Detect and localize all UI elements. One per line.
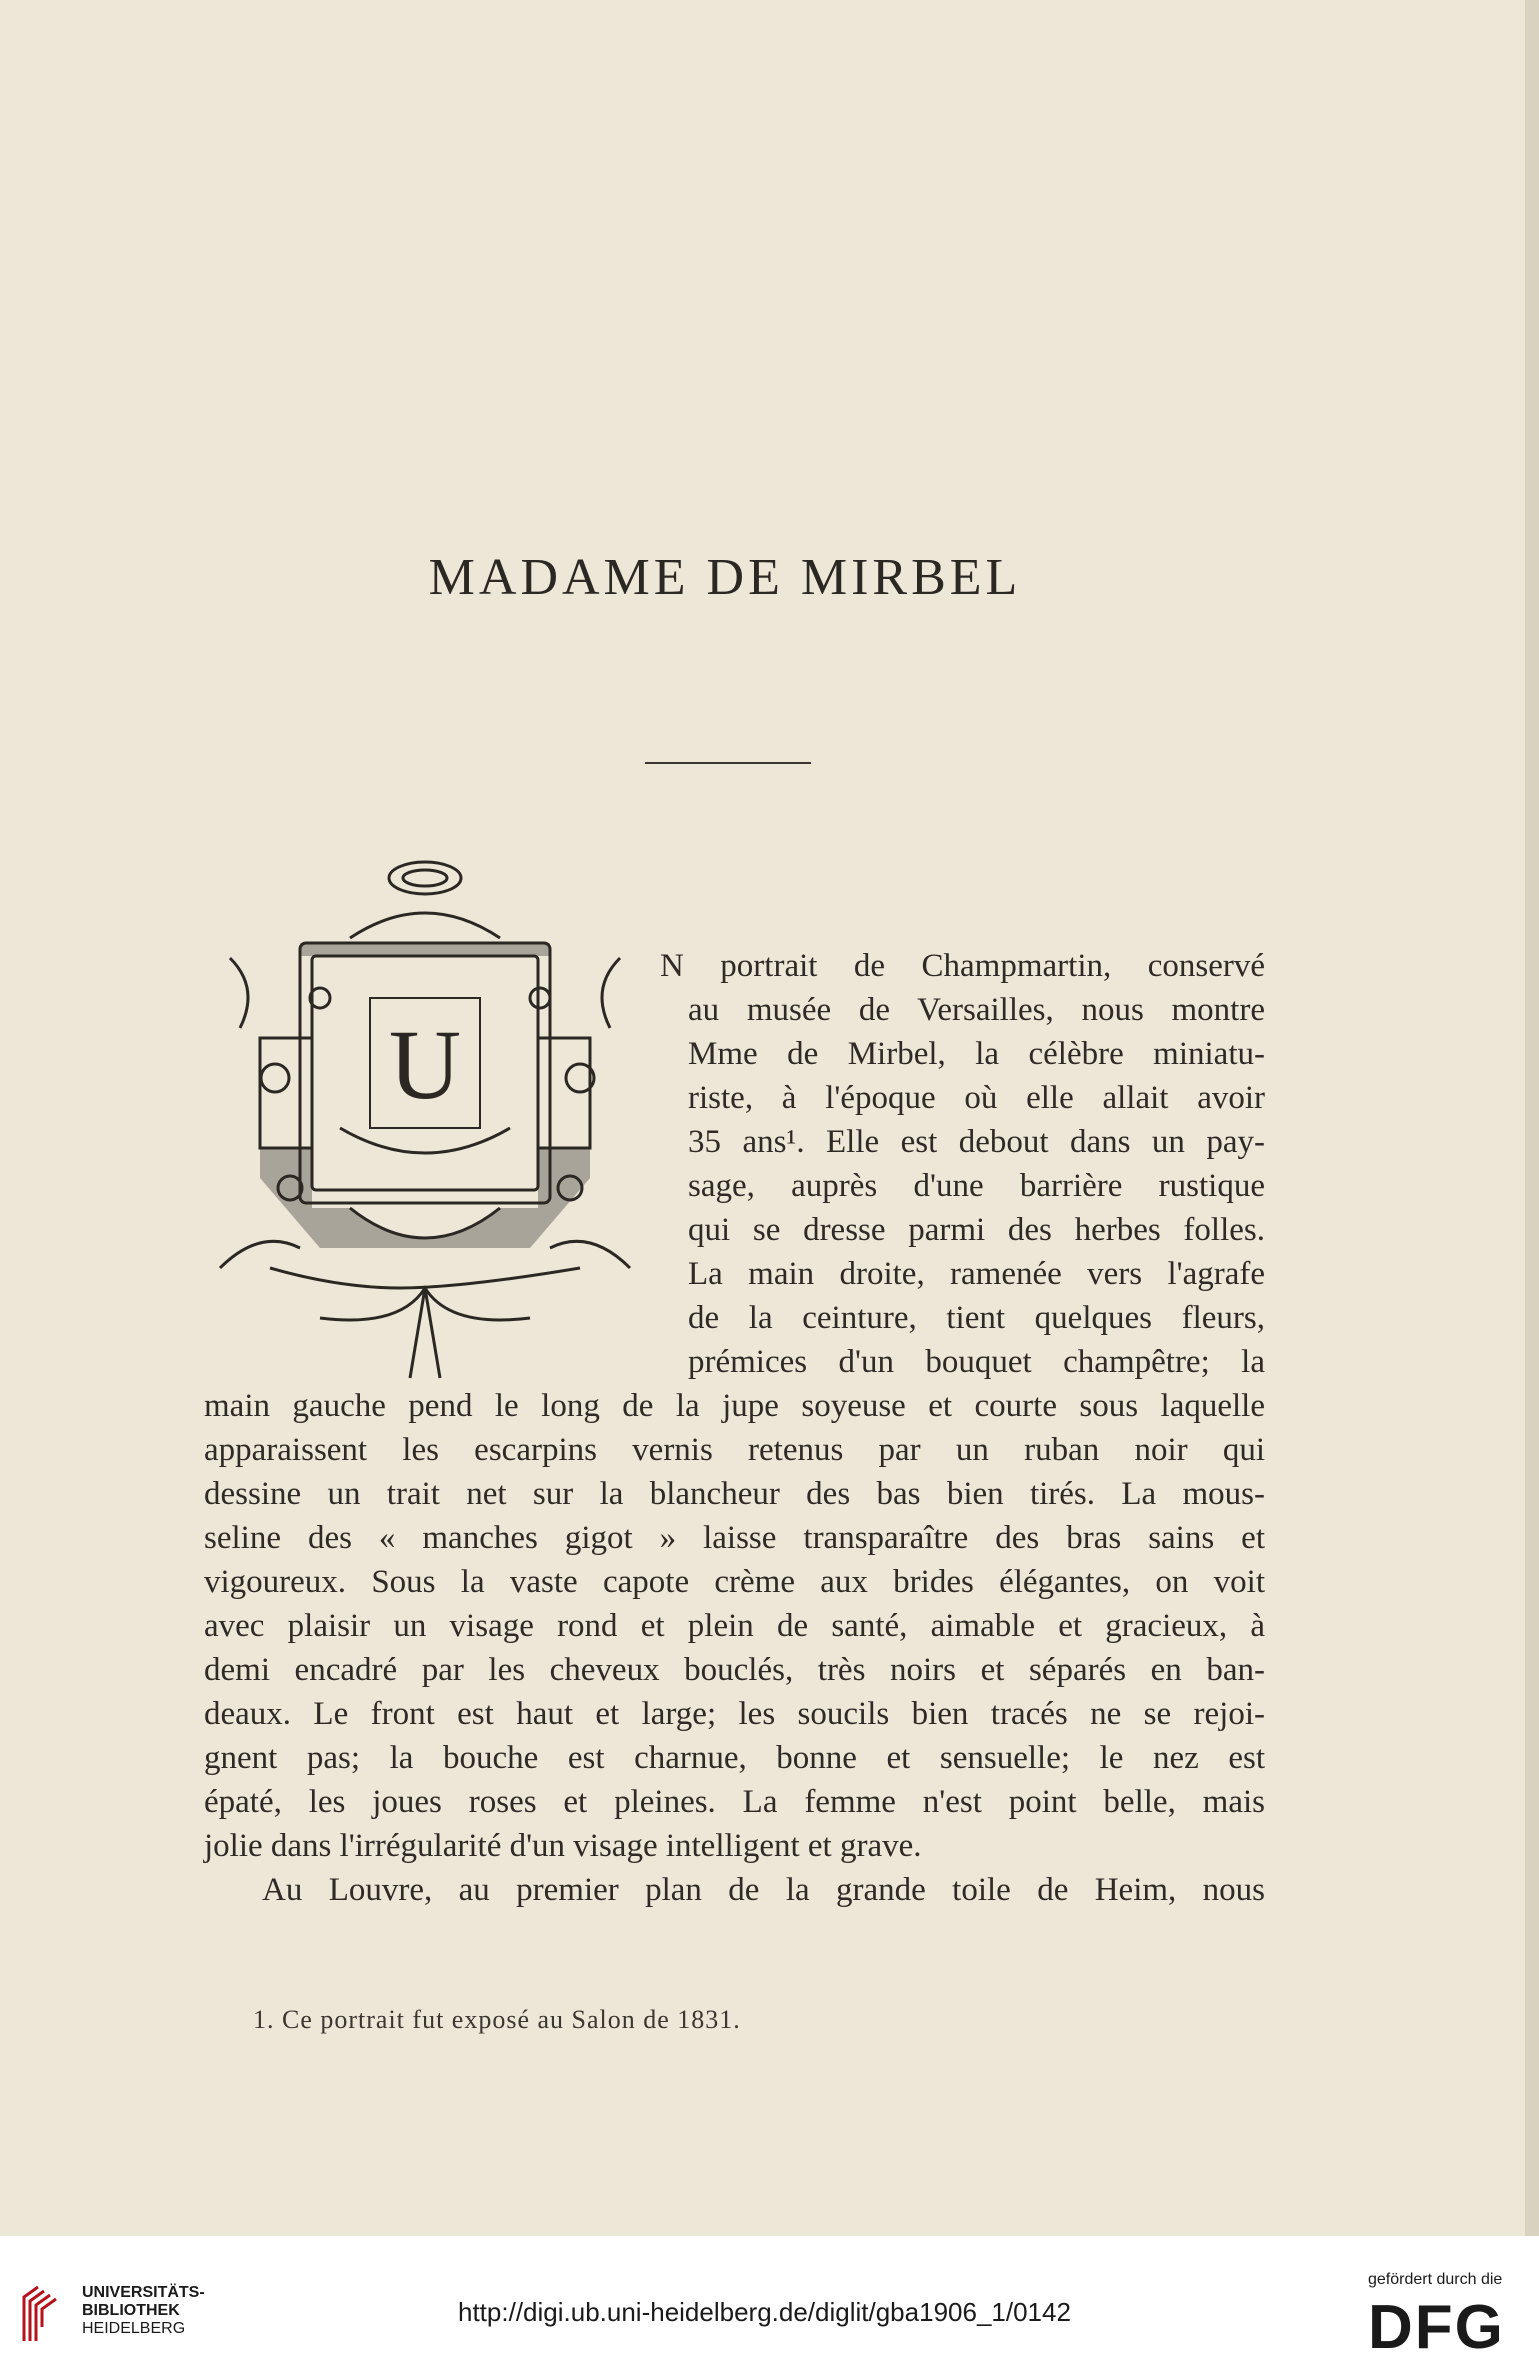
dfg-logo: DFG (1368, 2293, 1505, 2362)
library-name: UNIVERSITÄTS- BIBLIOTHEK HEIDELBERG (82, 2284, 205, 2337)
text-line: Au Louvre, au premier plan de la grande toile de Heim, nous (262, 1872, 1265, 1908)
text-line: apparaissent les escarpins vernis retenus par un ruban noir qui (204, 1432, 1265, 1468)
text-line: deaux. Le front est haut et large; les soucils bien tracés ne se rejoi- (204, 1696, 1265, 1732)
text-line: de la ceinture, tient quelques fleurs, (688, 1300, 1265, 1336)
text-line: demi encadré par les cheveux bouclés, très noirs et séparés en ban- (204, 1652, 1265, 1688)
ornamental-initial (200, 848, 650, 1408)
library-logo-icon (18, 2283, 60, 2345)
footnote: 1. Ce portrait fut exposé au Salon de 1831. (253, 2005, 741, 2034)
text-line: au musée de Versailles, nous montre (688, 992, 1265, 1028)
text-line: riste, à l'époque où elle allait avoir (688, 1080, 1265, 1116)
text-line: qui se dresse parmi des herbes folles. (688, 1212, 1265, 1248)
text-line: épaté, les joues roses et pleines. La femme n'est point belle, mais (204, 1784, 1265, 1820)
title-rule (645, 762, 811, 764)
source-url-link[interactable]: http://digi.ub.uni-heidelberg.de/diglit/gba1906_1/0142 (458, 2297, 1071, 2327)
text-line: dessine un trait net sur la blancheur des bas bien tirés. La mous- (204, 1476, 1265, 1512)
text-line: N portrait de Champmartin, conservé (660, 948, 1265, 984)
text-line: La main droite, ramenée vers l'agrafe (688, 1256, 1265, 1292)
text-line: prémices d'un bouquet champêtre; la (688, 1344, 1265, 1380)
text-line: main gauche pend le long de la jupe soyeuse et courte sous laquelle (204, 1388, 1265, 1424)
text-line: sage, auprès d'une barrière rustique (688, 1168, 1265, 1204)
text-line: gnent pas; la bouche est charnue, bonne et sensuelle; le nez est (204, 1740, 1265, 1776)
text-line: seline des « manches gigot » laisse transparaître des bras sains et (204, 1520, 1265, 1556)
article-title: MADAME DE MIRBEL (428, 549, 1022, 606)
text-line: Mme de Mirbel, la célèbre miniatu- (688, 1036, 1265, 1072)
text-line: 35 ans¹. Elle est debout dans un pay- (688, 1124, 1265, 1160)
text-line: vigoureux. Sous la vaste capote crème aux brides élégantes, on voit (204, 1564, 1265, 1600)
funding-caption: gefördert durch die (1368, 2271, 1503, 2288)
page-edge (1525, 0, 1539, 2236)
text-line: avec plaisir un visage rond et plein de santé, aimable et gracieux, à (204, 1608, 1265, 1644)
drop-cap-letter: U (388, 1009, 462, 1120)
text-line: jolie dans l'irrégularité d'un visage intelligent et grave. (204, 1828, 922, 1864)
